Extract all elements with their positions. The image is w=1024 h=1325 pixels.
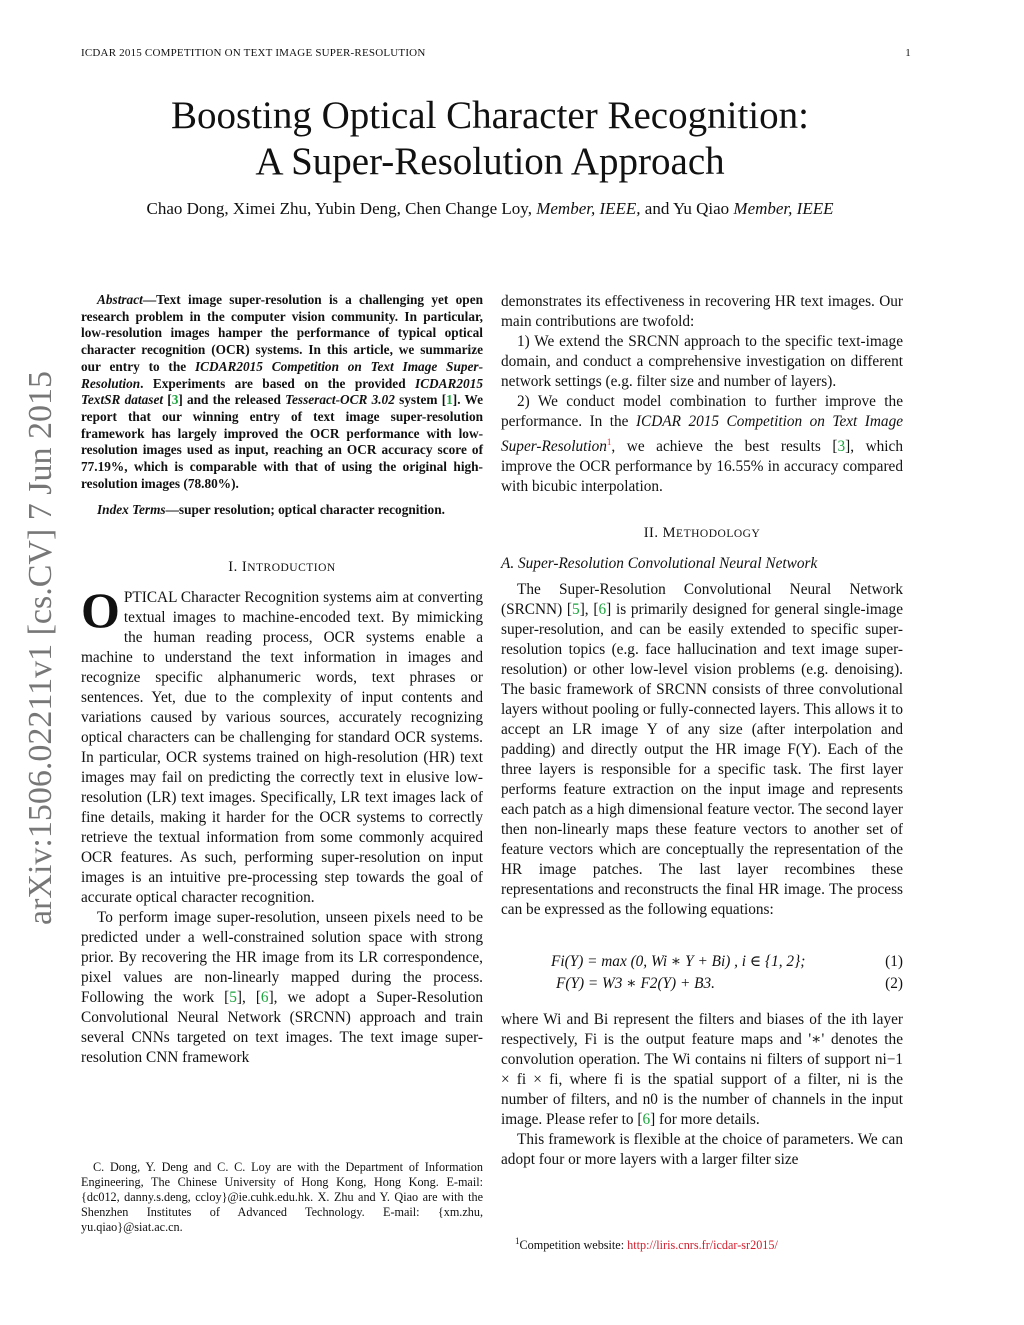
section-first-letter: I xyxy=(241,559,248,576)
intro-text-2a: To perform image super-resolution, unseen pixels need to be predicted under a well-constrained solution space with strong prior. By recovering the HR image from its LR correspondence, pixel values are non-linearly mapped during the process. Following the work [ xyxy=(81,909,483,1007)
author-names: Chao Dong, Ximei Zhu, Yubin Deng, Chen Change Loy, xyxy=(146,199,532,218)
method-text-b: ], [ xyxy=(579,601,599,619)
author-list xyxy=(60,199,920,219)
citation-link[interactable]: 6 xyxy=(642,1111,651,1129)
equation-1-number: (1) xyxy=(885,953,903,971)
title-line-2: A Super-Resolution Approach xyxy=(255,140,725,183)
contrib-intro: demonstrates its effectiveness in recovering HR text images. Our main contributions are twofold: xyxy=(501,293,903,330)
drop-cap: O xyxy=(81,582,120,639)
running-header xyxy=(81,47,911,59)
section-number: II. xyxy=(643,525,659,542)
contribution-1: 1) We extend the SRCNN approach to the specific text-image domain, and conduct a comprehensive investigation on different network settings (e.g. filter size and number of layers). xyxy=(501,333,903,390)
index-terms-label: Index Terms xyxy=(97,502,166,518)
abstract: Abstract—Text image super-resolution is a challenging yet open research problem in the computer vision community. In particular, low-resolution images hamper the performance of typical optical character recognition (OCR) systems. In this article, we summarize our entry to the ICDAR2015 Competition on Text Image Super-Resolution. Experiments are based on the provided ICDAR2015 TextSR dataset [3] and the released Tesseract-OCR 3.02 system [1]. We report that our winning entry of text image super-resolution framework has largely improved the OCR performance with low-resolution images used as input, reaching an OCR accuracy score of 77.19%, which is comparable with that of using the original high-resolution images (78.80%). xyxy=(81,292,483,491)
section-title-rest: ETHODOLOGY xyxy=(676,528,761,541)
intro-paragraph-2 xyxy=(81,908,483,1068)
section-number: I. xyxy=(228,559,238,576)
framework-paragraph: This framework is flexible at the choice of parameters. We can adopt four or more layers with a larger filter size xyxy=(501,1131,903,1169)
equation-2 xyxy=(501,974,903,996)
abstract-label: Abstract xyxy=(97,292,143,307)
abstract-text-3: and the released xyxy=(182,392,286,408)
method-text-a: The Super-Resolution Convolutional Neural Network (SRCNN) [ xyxy=(501,581,903,619)
title-line-1: Boosting Optical Character Recognition: xyxy=(171,94,809,137)
citation-link[interactable]: 3 xyxy=(837,438,846,456)
competition-name: ICDAR 2015 Competition on Text Image Super-Resolution xyxy=(501,413,904,456)
equation-2-number: (2) xyxy=(885,975,903,993)
where-text-2: ] for more details. xyxy=(650,1111,760,1129)
equation-1-body: Fi(Y) = max (0, Wi ∗ Y + Bi) , i ∈ {1, 2}; xyxy=(551,953,806,971)
affiliation-footnote xyxy=(81,1160,483,1235)
abstract-text-4: system [ xyxy=(394,392,447,408)
abstract-italic-1: ICDAR2015 Competition on Text Image Super-Resolution xyxy=(81,358,483,391)
abstract-text-5: ]. We report that our winning entry of text image super-resolution framework has largely improved the OCR performance with low-resolution images used as input, reaching an OCR accuracy score of 77.19%, which is comparable with that of using the original high-resolution images (78.80%). xyxy=(81,392,483,491)
equation-1 xyxy=(501,952,903,974)
equation-2-body: F(Y) = W3 ∗ F2(Y) + B3. xyxy=(556,975,715,993)
citation-link[interactable]: 6 xyxy=(260,989,269,1007)
arxiv-stamp: arXiv:1506.02211v1 [cs.CV] 7 Jun 2015 xyxy=(22,370,59,925)
left-column xyxy=(81,292,483,1068)
affiliation-text: C. Dong, Y. Deng and C. C. Loy are with the Department of Information Engineering, The Chinese University of Hong Kong, Hong Kong. E-mail: {dc012, danny.s.deng, ccloy}@ie.cuhk.edu.hk. X. Zhu and Y. Qiao are with the Shenzhen Institutes of Advanced Technology. E-mail: {xm.zhu, yu.qiao}@siat.ac.cn. xyxy=(81,1160,483,1234)
intro-paragraph-1 xyxy=(81,582,483,908)
intro-text-2c: ], we adopt a Super-Resolution Convolutional Neural Network (SRCNN) approach and train several CNNs targeted on text images. The text image super-resolution CNN framework xyxy=(81,989,483,1067)
where-paragraph xyxy=(501,1010,903,1130)
running-title: ICDAR 2015 COMPETITION ON TEXT IMAGE SUPER-RESOLUTION xyxy=(81,47,426,59)
competition-footnote xyxy=(515,1236,778,1253)
citation-link[interactable]: 3 xyxy=(171,392,179,408)
index-terms-text: —super resolution; optical character recognition. xyxy=(165,502,445,518)
index-terms xyxy=(81,502,483,519)
section-heading-methodology xyxy=(501,523,903,544)
page-number: 1 xyxy=(905,47,911,59)
intro-text-2b: ], [ xyxy=(236,989,261,1007)
contribution-2 xyxy=(501,392,903,497)
abstract-text: —Text image super-resolution is a challenging yet open research problem in the computer vision community. In particular, low-resolution images hamper the performance of typical optical character recognition (OCR) systems. In this article, we summarize our entry to the xyxy=(81,292,483,374)
author-last: and Yu Qiao xyxy=(644,199,730,218)
right-column xyxy=(501,292,903,1170)
abstract-text-2: . Experiments are based on the provided xyxy=(140,375,416,391)
footnote-mark[interactable]: 1 xyxy=(606,437,612,447)
citation-link[interactable]: 6 xyxy=(598,601,607,619)
author-role-2: Member, IEEE xyxy=(733,199,834,218)
abstract-italic-3: Tesseract-OCR 3.02 xyxy=(285,392,395,408)
paper-title xyxy=(60,93,920,185)
citation-link[interactable]: 5 xyxy=(229,989,237,1007)
where-text-1: where Wi and Bi represent the filters and biases of the ith layer respectively, Fi is the output feature maps and '∗' denotes the convolution operation. The Wi contains ni filters of support ni−1 × fi × fi, where fi is the spatial support of a filter, ni is the number of filters, and n0 is the number of channels in the input image. Please refer to [ xyxy=(501,1011,903,1129)
contrib-2c: ], which improve the OCR performance by 16.55% in accuracy compared with bicubic interpolation. xyxy=(501,438,903,496)
footnote-number: 1 xyxy=(515,1236,520,1246)
citation-link[interactable]: 1 xyxy=(446,392,453,408)
contrib-2b: , we achieve the best results [ xyxy=(611,438,838,456)
subsection-heading: A. Super-Resolution Convolutional Neural Network xyxy=(501,555,818,573)
author-role-1: Member, IEEE, xyxy=(536,199,641,218)
section-title-rest: NTRODUCTION xyxy=(247,562,336,575)
section-first-letter: M xyxy=(662,525,677,542)
section-heading-introduction xyxy=(81,557,483,578)
citation-link[interactable]: 5 xyxy=(572,601,580,619)
footnote-text: Competition website: xyxy=(519,1238,628,1253)
intro-text-1: PTICAL Character Recognition systems aim at converting textual images to machine-encoded text. By mimicking the human reading process, OCR systems enable a machine to understand the text information in images and recognize specific alphanumeric words, text phrases or sentences. Yet, due to the complexity of input contents and variations caused by various sources, accurately recognizing optical characters can be challenging for standard OCR systems. In particular, OCR systems trained on high-resolution (HR) text images may fail on predicting the correctly text in elusive low-resolution (LR) text images. Specifically, LR text images lack of fine details, making it harder for the OCR systems to correctly retrieve the textual information from some commonly acquired OCR features. As such, performing super-resolution on input images is an intuitive pre-processing step towards the goal of accurate optical character recognition. xyxy=(81,589,483,907)
method-paragraph xyxy=(501,580,903,920)
competition-website-link[interactable]: http://liris.cnrs.fr/icdar-sr2015/ xyxy=(627,1238,778,1253)
contrib-2a: 2) We conduct model combination to further improve the performance. In the xyxy=(501,393,903,430)
abstract-italic-2: ICDAR2015 TextSR dataset xyxy=(81,375,483,408)
method-text-c: ] is primarily designed for general single-image super-resolution, and can be easily extended to specific super-resolution topics (e.g. face hallucination and text image super-resolution) or other low-level vision problems (e.g. denoising). The basic framework of SRCNN consists of three convolutional layers without pooling or fully-connected layers. This allows it to accept an LR image Y of any size (after interpolation and padding) and directly output the HR image F(Y). Each of the three layers is responsible for a specific task. The first layer performs feature extraction on the input image and represents each patch as a high dimensional feature vector. The second layer then non-linearly maps these feature vectors to another set of feature vectors which are conceptually the representation of the HR image patches. The last layer recombines these representations and reconstructs the final HR image. The process can be expressed as the following equations: xyxy=(501,601,903,919)
